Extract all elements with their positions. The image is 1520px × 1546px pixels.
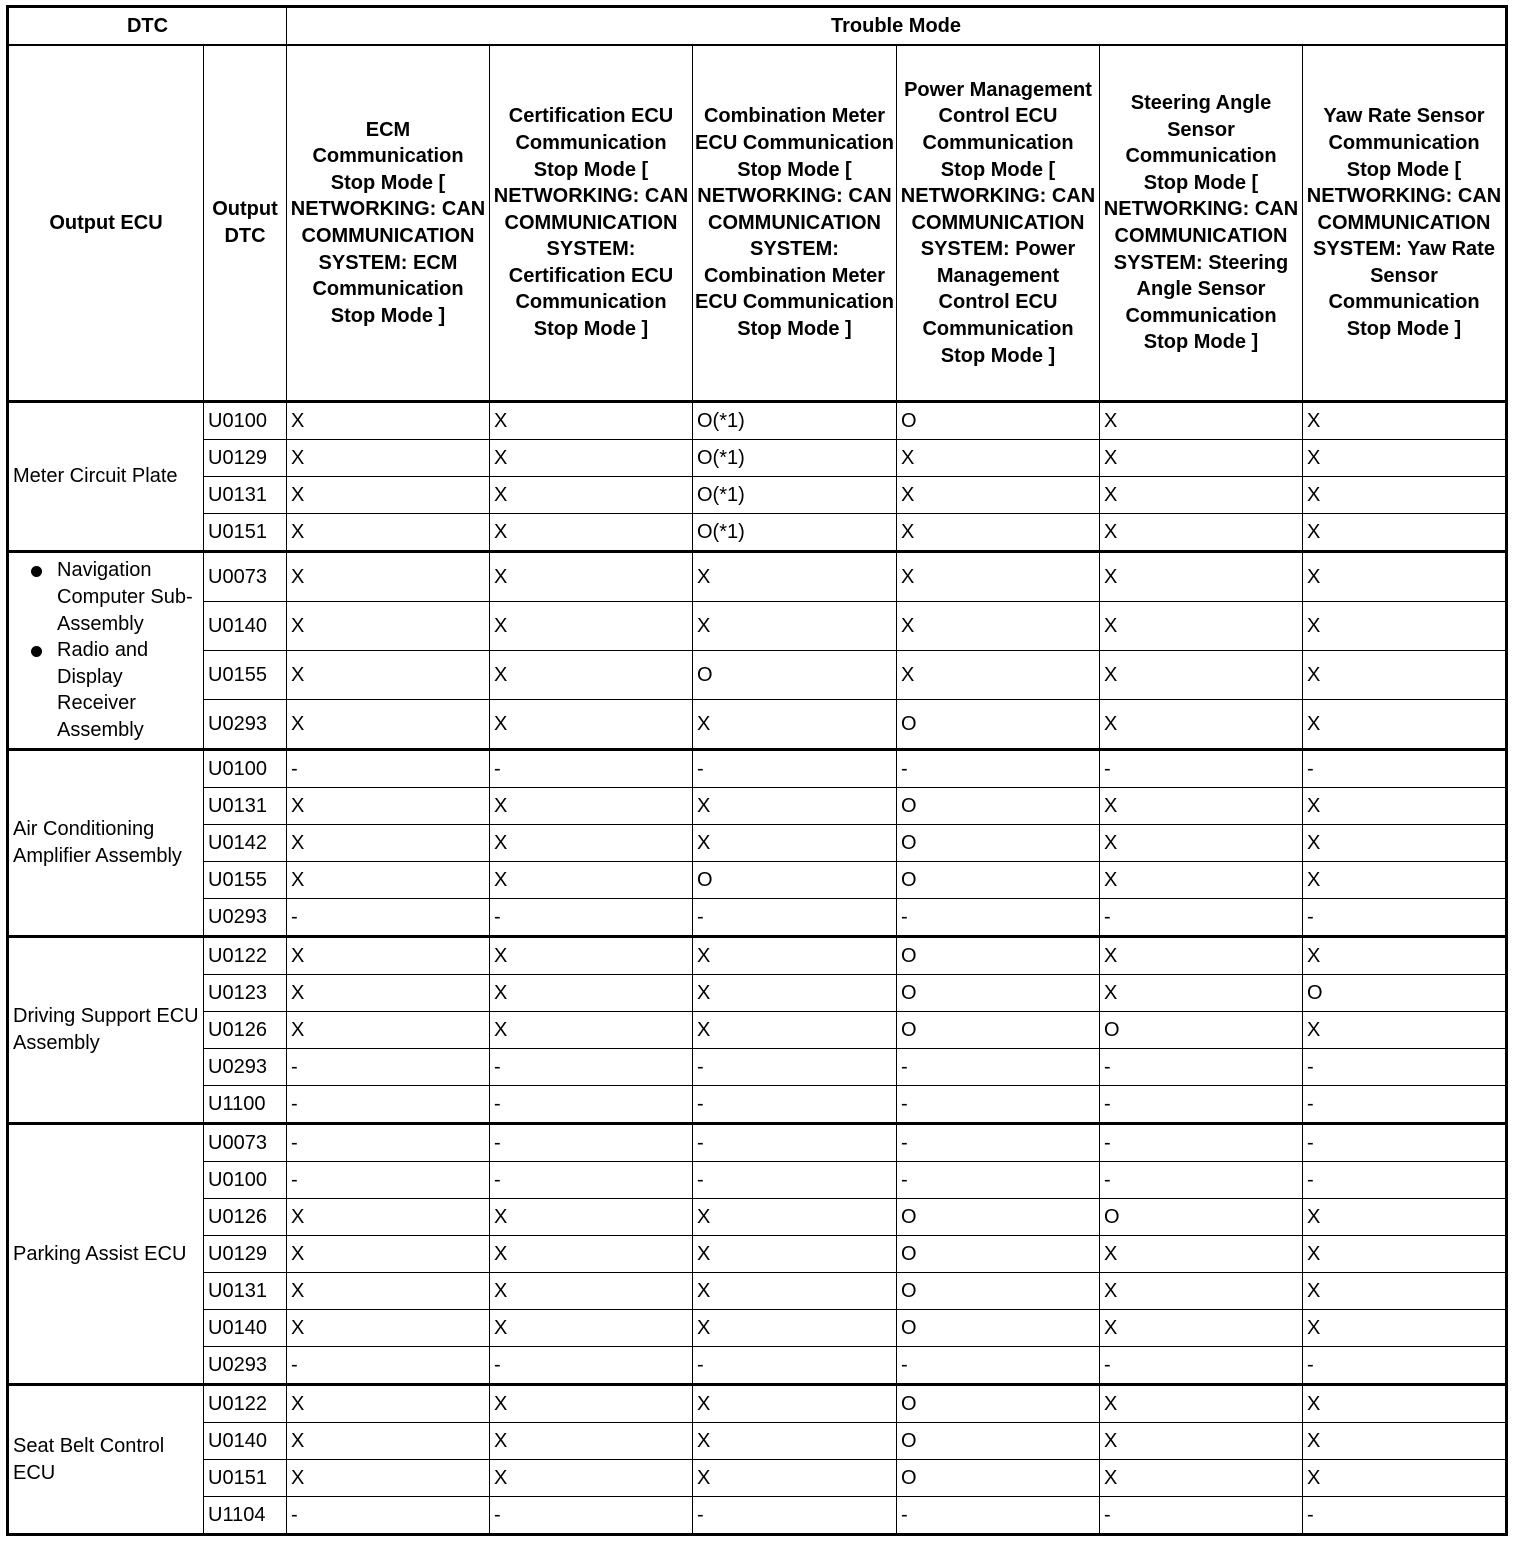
mode-header-yaw-rate: Yaw Rate Sensor Communication Stop Mode [ NETWORKING: CAN COMMUNICATION SYSTEM: Yaw Rate Sensor Communication Stop Mode ] bbox=[1303, 45, 1507, 402]
output-dtc-cell: U0073 bbox=[204, 552, 287, 602]
trouble-mode-cell: - bbox=[693, 1124, 897, 1162]
trouble-mode-cell: X bbox=[287, 602, 490, 651]
output-dtc-cell: U0100 bbox=[204, 402, 287, 440]
output-dtc-cell: U0129 bbox=[204, 1236, 287, 1273]
trouble-mode-cell: - bbox=[1303, 1049, 1507, 1086]
output-dtc-cell: U0142 bbox=[204, 825, 287, 862]
trouble-mode-cell: - bbox=[287, 1162, 490, 1199]
trouble-mode-cell: O bbox=[897, 975, 1100, 1012]
output-dtc-cell: U0293 bbox=[204, 1049, 287, 1086]
trouble-mode-cell: X bbox=[287, 862, 490, 899]
trouble-mode-cell: X bbox=[1100, 1385, 1303, 1423]
output-dtc-cell: U0140 bbox=[204, 1423, 287, 1460]
dtc-header: DTC bbox=[8, 7, 287, 46]
trouble-mode-cell: X bbox=[693, 602, 897, 651]
trouble-mode-cell: X bbox=[1303, 651, 1507, 700]
table-row bbox=[8, 862, 1507, 899]
output-dtc-cell: U0293 bbox=[204, 1347, 287, 1385]
table-row bbox=[8, 1049, 1507, 1086]
output-dtc-cell: U0122 bbox=[204, 1385, 287, 1423]
trouble-mode-cell: - bbox=[490, 1497, 693, 1535]
ecu-list bbox=[13, 557, 199, 743]
trouble-mode-cell: - bbox=[287, 750, 490, 788]
trouble-mode-cell: - bbox=[1100, 1497, 1303, 1535]
output-dtc-cell: U0151 bbox=[204, 514, 287, 552]
trouble-mode-cell: X bbox=[490, 937, 693, 975]
trouble-mode-cell: - bbox=[287, 1049, 490, 1086]
trouble-mode-cell: X bbox=[1303, 1236, 1507, 1273]
trouble-mode-cell: X bbox=[490, 602, 693, 651]
trouble-mode-cell: X bbox=[287, 1460, 490, 1497]
trouble-mode-cell: - bbox=[897, 1124, 1100, 1162]
table-row bbox=[8, 514, 1507, 552]
output-dtc-cell: U0126 bbox=[204, 1199, 287, 1236]
trouble-mode-cell: - bbox=[693, 1162, 897, 1199]
trouble-mode-cell: - bbox=[693, 899, 897, 937]
trouble-mode-cell: X bbox=[490, 552, 693, 602]
table-row bbox=[8, 825, 1507, 862]
trouble-mode-cell: X bbox=[693, 937, 897, 975]
table-row bbox=[8, 477, 1507, 514]
trouble-mode-cell: - bbox=[287, 899, 490, 937]
output-ecu-cell: Meter Circuit Plate bbox=[8, 402, 204, 552]
output-ecu-cell: Air Conditioning Amplifier Assembly bbox=[8, 750, 204, 937]
output-dtc-cell: U1104 bbox=[204, 1497, 287, 1535]
trouble-mode-cell: - bbox=[490, 750, 693, 788]
trouble-mode-cell: X bbox=[1100, 788, 1303, 825]
trouble-mode-cell: X bbox=[287, 552, 490, 602]
trouble-mode-cell: O bbox=[897, 825, 1100, 862]
trouble-mode-cell: O bbox=[897, 402, 1100, 440]
trouble-mode-cell: X bbox=[287, 1236, 490, 1273]
trouble-mode-cell: - bbox=[897, 1497, 1100, 1535]
trouble-mode-cell: - bbox=[897, 1347, 1100, 1385]
output-dtc-cell: U0155 bbox=[204, 862, 287, 899]
trouble-mode-cell: X bbox=[287, 788, 490, 825]
output-ecu-cell bbox=[8, 552, 204, 750]
output-dtc-cell: U0140 bbox=[204, 602, 287, 651]
trouble-mode-cell: X bbox=[287, 1273, 490, 1310]
trouble-mode-cell: X bbox=[1100, 477, 1303, 514]
trouble-mode-cell: X bbox=[1303, 1385, 1507, 1423]
trouble-mode-cell: X bbox=[1303, 552, 1507, 602]
trouble-mode-cell: X bbox=[490, 1236, 693, 1273]
trouble-mode-cell: X bbox=[693, 1310, 897, 1347]
output-dtc-cell: U1100 bbox=[204, 1086, 287, 1124]
trouble-mode-cell: - bbox=[897, 1162, 1100, 1199]
trouble-mode-cell: O(*1) bbox=[693, 402, 897, 440]
trouble-mode-cell: X bbox=[1303, 477, 1507, 514]
trouble-mode-cell: O bbox=[897, 1423, 1100, 1460]
output-dtc-cell: U0129 bbox=[204, 440, 287, 477]
trouble-mode-cell: - bbox=[1100, 1124, 1303, 1162]
trouble-mode-cell: X bbox=[1100, 440, 1303, 477]
dtc-trouble-mode-table bbox=[6, 5, 1508, 1536]
output-dtc-header: Output DTC bbox=[204, 45, 287, 402]
trouble-mode-cell: X bbox=[693, 825, 897, 862]
table-row bbox=[8, 651, 1507, 700]
trouble-mode-cell: X bbox=[1100, 975, 1303, 1012]
table-row bbox=[8, 1162, 1507, 1199]
trouble-mode-cell: X bbox=[287, 1385, 490, 1423]
trouble-mode-cell: - bbox=[1303, 899, 1507, 937]
trouble-mode-cell: X bbox=[490, 402, 693, 440]
trouble-mode-cell: - bbox=[693, 750, 897, 788]
output-dtc-cell: U0155 bbox=[204, 651, 287, 700]
output-dtc-cell: U0131 bbox=[204, 1273, 287, 1310]
trouble-mode-cell: - bbox=[287, 1347, 490, 1385]
output-ecu-cell: Parking Assist ECU bbox=[8, 1124, 204, 1385]
trouble-mode-cell: X bbox=[1303, 1273, 1507, 1310]
trouble-mode-cell: - bbox=[287, 1497, 490, 1535]
trouble-mode-cell: O bbox=[897, 1460, 1100, 1497]
table-row bbox=[8, 937, 1507, 975]
trouble-mode-cell: X bbox=[897, 552, 1100, 602]
ecu-list-item: Radio and Display Receiver Assembly bbox=[13, 637, 199, 743]
trouble-mode-cell: X bbox=[1303, 825, 1507, 862]
trouble-mode-cell: X bbox=[1100, 514, 1303, 552]
trouble-mode-cell: - bbox=[1100, 899, 1303, 937]
trouble-mode-cell: - bbox=[490, 1086, 693, 1124]
trouble-mode-cell: X bbox=[693, 788, 897, 825]
trouble-mode-cell: - bbox=[897, 1049, 1100, 1086]
trouble-mode-cell: X bbox=[693, 975, 897, 1012]
trouble-mode-cell: X bbox=[490, 700, 693, 750]
trouble-mode-cell: X bbox=[693, 1460, 897, 1497]
trouble-mode-cell: X bbox=[490, 862, 693, 899]
output-ecu-cell: Driving Support ECU Assembly bbox=[8, 937, 204, 1124]
trouble-mode-cell: - bbox=[693, 1347, 897, 1385]
table-row bbox=[8, 1124, 1507, 1162]
trouble-mode-cell: O bbox=[897, 788, 1100, 825]
trouble-mode-cell: - bbox=[1303, 750, 1507, 788]
trouble-mode-cell: X bbox=[490, 1310, 693, 1347]
trouble-mode-cell: X bbox=[897, 602, 1100, 651]
trouble-mode-cell: X bbox=[1303, 1460, 1507, 1497]
trouble-mode-cell: - bbox=[287, 1086, 490, 1124]
table-row bbox=[8, 1310, 1507, 1347]
table-row bbox=[8, 1236, 1507, 1273]
trouble-mode-cell: - bbox=[490, 1347, 693, 1385]
trouble-mode-cell: X bbox=[490, 1460, 693, 1497]
table-row bbox=[8, 1347, 1507, 1385]
trouble-mode-cell: X bbox=[490, 440, 693, 477]
trouble-mode-cell: X bbox=[490, 825, 693, 862]
output-dtc-cell: U0126 bbox=[204, 1012, 287, 1049]
trouble-mode-cell: - bbox=[1100, 1347, 1303, 1385]
mode-header-power-management: Power Management Control ECU Communication Stop Mode [ NETWORKING: CAN COMMUNICATION SYSTEM: Power Management Control ECU Communication Stop Mode ] bbox=[897, 45, 1100, 402]
trouble-mode-cell: - bbox=[1303, 1086, 1507, 1124]
table-row bbox=[8, 402, 1507, 440]
output-dtc-cell: U0100 bbox=[204, 1162, 287, 1199]
trouble-mode-cell: X bbox=[693, 1273, 897, 1310]
trouble-mode-cell: X bbox=[287, 402, 490, 440]
trouble-mode-cell: - bbox=[490, 1049, 693, 1086]
trouble-mode-cell: X bbox=[1303, 1199, 1507, 1236]
trouble-mode-cell: O bbox=[897, 1199, 1100, 1236]
trouble-mode-cell: X bbox=[897, 440, 1100, 477]
trouble-mode-cell: O bbox=[693, 862, 897, 899]
table-row bbox=[8, 1460, 1507, 1497]
trouble-mode-cell: - bbox=[897, 899, 1100, 937]
trouble-mode-cell: - bbox=[1303, 1124, 1507, 1162]
trouble-mode-cell: - bbox=[1100, 1086, 1303, 1124]
trouble-mode-cell: X bbox=[287, 700, 490, 750]
table-row bbox=[8, 552, 1507, 602]
mode-header-steering-angle: Steering Angle Sensor Communication Stop Mode [ NETWORKING: CAN COMMUNICATION SYSTEM: Steering Angle Sensor Communication Stop Mode ] bbox=[1100, 45, 1303, 402]
trouble-mode-cell: X bbox=[1303, 514, 1507, 552]
trouble-mode-cell: X bbox=[1100, 937, 1303, 975]
trouble-mode-cell: O bbox=[693, 651, 897, 700]
output-dtc-cell: U0151 bbox=[204, 1460, 287, 1497]
trouble-mode-cell: X bbox=[1303, 440, 1507, 477]
trouble-mode-cell: X bbox=[287, 825, 490, 862]
table-row bbox=[8, 1086, 1507, 1124]
trouble-mode-cell: O bbox=[897, 1310, 1100, 1347]
output-dtc-cell: U0293 bbox=[204, 899, 287, 937]
trouble-mode-cell: O bbox=[897, 1273, 1100, 1310]
trouble-mode-cell: X bbox=[490, 477, 693, 514]
trouble-mode-cell: X bbox=[490, 975, 693, 1012]
trouble-mode-cell: - bbox=[1100, 1162, 1303, 1199]
trouble-mode-cell: X bbox=[693, 1385, 897, 1423]
table-body bbox=[8, 402, 1507, 1535]
trouble-mode-cell: X bbox=[1303, 402, 1507, 440]
trouble-mode-cell: X bbox=[1303, 862, 1507, 899]
output-dtc-cell: U0293 bbox=[204, 700, 287, 750]
trouble-mode-cell: X bbox=[1100, 651, 1303, 700]
trouble-mode-cell: X bbox=[1100, 552, 1303, 602]
trouble-mode-cell: X bbox=[287, 1310, 490, 1347]
table-row bbox=[8, 1012, 1507, 1049]
table-row bbox=[8, 1497, 1507, 1535]
output-dtc-cell: U0100 bbox=[204, 750, 287, 788]
output-dtc-cell: U0131 bbox=[204, 788, 287, 825]
output-dtc-cell: U0073 bbox=[204, 1124, 287, 1162]
trouble-mode-cell: - bbox=[1100, 750, 1303, 788]
table-row bbox=[8, 602, 1507, 651]
trouble-mode-cell: X bbox=[287, 975, 490, 1012]
trouble-mode-cell: X bbox=[490, 1385, 693, 1423]
trouble-mode-cell: X bbox=[1303, 1012, 1507, 1049]
trouble-mode-cell: O bbox=[1100, 1199, 1303, 1236]
trouble-mode-cell: X bbox=[1100, 1460, 1303, 1497]
trouble-mode-cell: X bbox=[287, 514, 490, 552]
trouble-mode-cell: X bbox=[287, 440, 490, 477]
trouble-mode-cell: O bbox=[897, 700, 1100, 750]
trouble-mode-cell: - bbox=[490, 1124, 693, 1162]
trouble-mode-cell: X bbox=[693, 552, 897, 602]
output-dtc-cell: U0131 bbox=[204, 477, 287, 514]
output-dtc-cell: U0140 bbox=[204, 1310, 287, 1347]
trouble-mode-cell: - bbox=[693, 1049, 897, 1086]
trouble-mode-cell: O bbox=[1100, 1012, 1303, 1049]
trouble-mode-cell: X bbox=[490, 514, 693, 552]
table-row bbox=[8, 440, 1507, 477]
trouble-mode-cell: X bbox=[1100, 1310, 1303, 1347]
trouble-mode-header: Trouble Mode bbox=[287, 7, 1507, 46]
trouble-mode-cell: O bbox=[897, 862, 1100, 899]
trouble-mode-cell: - bbox=[287, 1124, 490, 1162]
trouble-mode-cell: X bbox=[1303, 602, 1507, 651]
table-row bbox=[8, 1423, 1507, 1460]
trouble-mode-cell: - bbox=[897, 750, 1100, 788]
trouble-mode-cell: X bbox=[693, 1012, 897, 1049]
table-row bbox=[8, 1385, 1507, 1423]
table-row bbox=[8, 1199, 1507, 1236]
table-row bbox=[8, 899, 1507, 937]
trouble-mode-cell: - bbox=[693, 1497, 897, 1535]
trouble-mode-cell: X bbox=[490, 651, 693, 700]
output-ecu-header: Output ECU bbox=[8, 45, 204, 402]
trouble-mode-cell: O(*1) bbox=[693, 477, 897, 514]
trouble-mode-cell: X bbox=[287, 1199, 490, 1236]
trouble-mode-cell: X bbox=[1100, 1423, 1303, 1460]
trouble-mode-cell: X bbox=[897, 477, 1100, 514]
trouble-mode-cell: X bbox=[287, 937, 490, 975]
trouble-mode-cell: X bbox=[1303, 1310, 1507, 1347]
trouble-mode-cell: - bbox=[693, 1086, 897, 1124]
trouble-mode-cell: X bbox=[693, 700, 897, 750]
trouble-mode-cell: X bbox=[490, 1423, 693, 1460]
trouble-mode-cell: X bbox=[897, 651, 1100, 700]
table-row bbox=[8, 1273, 1507, 1310]
ecu-list-item: Navigation Computer Sub-Assembly bbox=[13, 557, 199, 637]
trouble-mode-cell: O(*1) bbox=[693, 514, 897, 552]
trouble-mode-cell: X bbox=[693, 1423, 897, 1460]
trouble-mode-cell: X bbox=[1100, 1236, 1303, 1273]
output-dtc-cell: U0122 bbox=[204, 937, 287, 975]
mode-header-certification-ecu: Certification ECU Communication Stop Mode [ NETWORKING: CAN COMMUNICATION SYSTEM: Certification ECU Communication Stop Mode ] bbox=[490, 45, 693, 402]
trouble-mode-cell: X bbox=[490, 1273, 693, 1310]
trouble-mode-cell: X bbox=[897, 514, 1100, 552]
trouble-mode-cell: X bbox=[490, 1012, 693, 1049]
mode-header-combination-meter: Combination Meter ECU Communication Stop Mode [ NETWORKING: CAN COMMUNICATION SYSTEM: Combination Meter ECU Communication Stop Mode ] bbox=[693, 45, 897, 402]
trouble-mode-cell: X bbox=[1100, 700, 1303, 750]
trouble-mode-cell: - bbox=[1303, 1347, 1507, 1385]
trouble-mode-cell: O bbox=[897, 1012, 1100, 1049]
trouble-mode-cell: X bbox=[693, 1236, 897, 1273]
trouble-mode-cell: X bbox=[1303, 1423, 1507, 1460]
mode-header-ecm: ECM Communication Stop Mode [ NETWORKING: CAN COMMUNICATION SYSTEM: ECM Communication Stop Mode ] bbox=[287, 45, 490, 402]
trouble-mode-cell: X bbox=[1100, 862, 1303, 899]
trouble-mode-cell: X bbox=[1100, 602, 1303, 651]
trouble-mode-cell: - bbox=[1303, 1497, 1507, 1535]
trouble-mode-cell: X bbox=[287, 1423, 490, 1460]
trouble-mode-cell: O(*1) bbox=[693, 440, 897, 477]
trouble-mode-cell: X bbox=[490, 788, 693, 825]
trouble-mode-cell: X bbox=[693, 1199, 897, 1236]
trouble-mode-cell: X bbox=[1100, 1273, 1303, 1310]
trouble-mode-cell: O bbox=[897, 1385, 1100, 1423]
trouble-mode-cell: X bbox=[1303, 937, 1507, 975]
trouble-mode-cell: X bbox=[1100, 402, 1303, 440]
trouble-mode-cell: - bbox=[1303, 1162, 1507, 1199]
trouble-mode-cell: - bbox=[490, 899, 693, 937]
trouble-mode-cell: X bbox=[1100, 825, 1303, 862]
trouble-mode-cell: - bbox=[490, 1162, 693, 1199]
trouble-mode-cell: O bbox=[897, 1236, 1100, 1273]
trouble-mode-cell: O bbox=[897, 937, 1100, 975]
trouble-mode-cell: X bbox=[490, 1199, 693, 1236]
trouble-mode-cell: X bbox=[287, 651, 490, 700]
trouble-mode-cell: X bbox=[287, 477, 490, 514]
trouble-mode-cell: X bbox=[287, 1012, 490, 1049]
table-row bbox=[8, 700, 1507, 750]
trouble-mode-cell: O bbox=[1303, 975, 1507, 1012]
output-ecu-cell: Seat Belt Control ECU bbox=[8, 1385, 204, 1535]
table-row bbox=[8, 975, 1507, 1012]
output-dtc-cell: U0123 bbox=[204, 975, 287, 1012]
trouble-mode-cell: - bbox=[1100, 1049, 1303, 1086]
trouble-mode-cell: - bbox=[897, 1086, 1100, 1124]
table-row bbox=[8, 750, 1507, 788]
table-row bbox=[8, 788, 1507, 825]
trouble-mode-cell: X bbox=[1303, 788, 1507, 825]
trouble-mode-cell: X bbox=[1303, 700, 1507, 750]
